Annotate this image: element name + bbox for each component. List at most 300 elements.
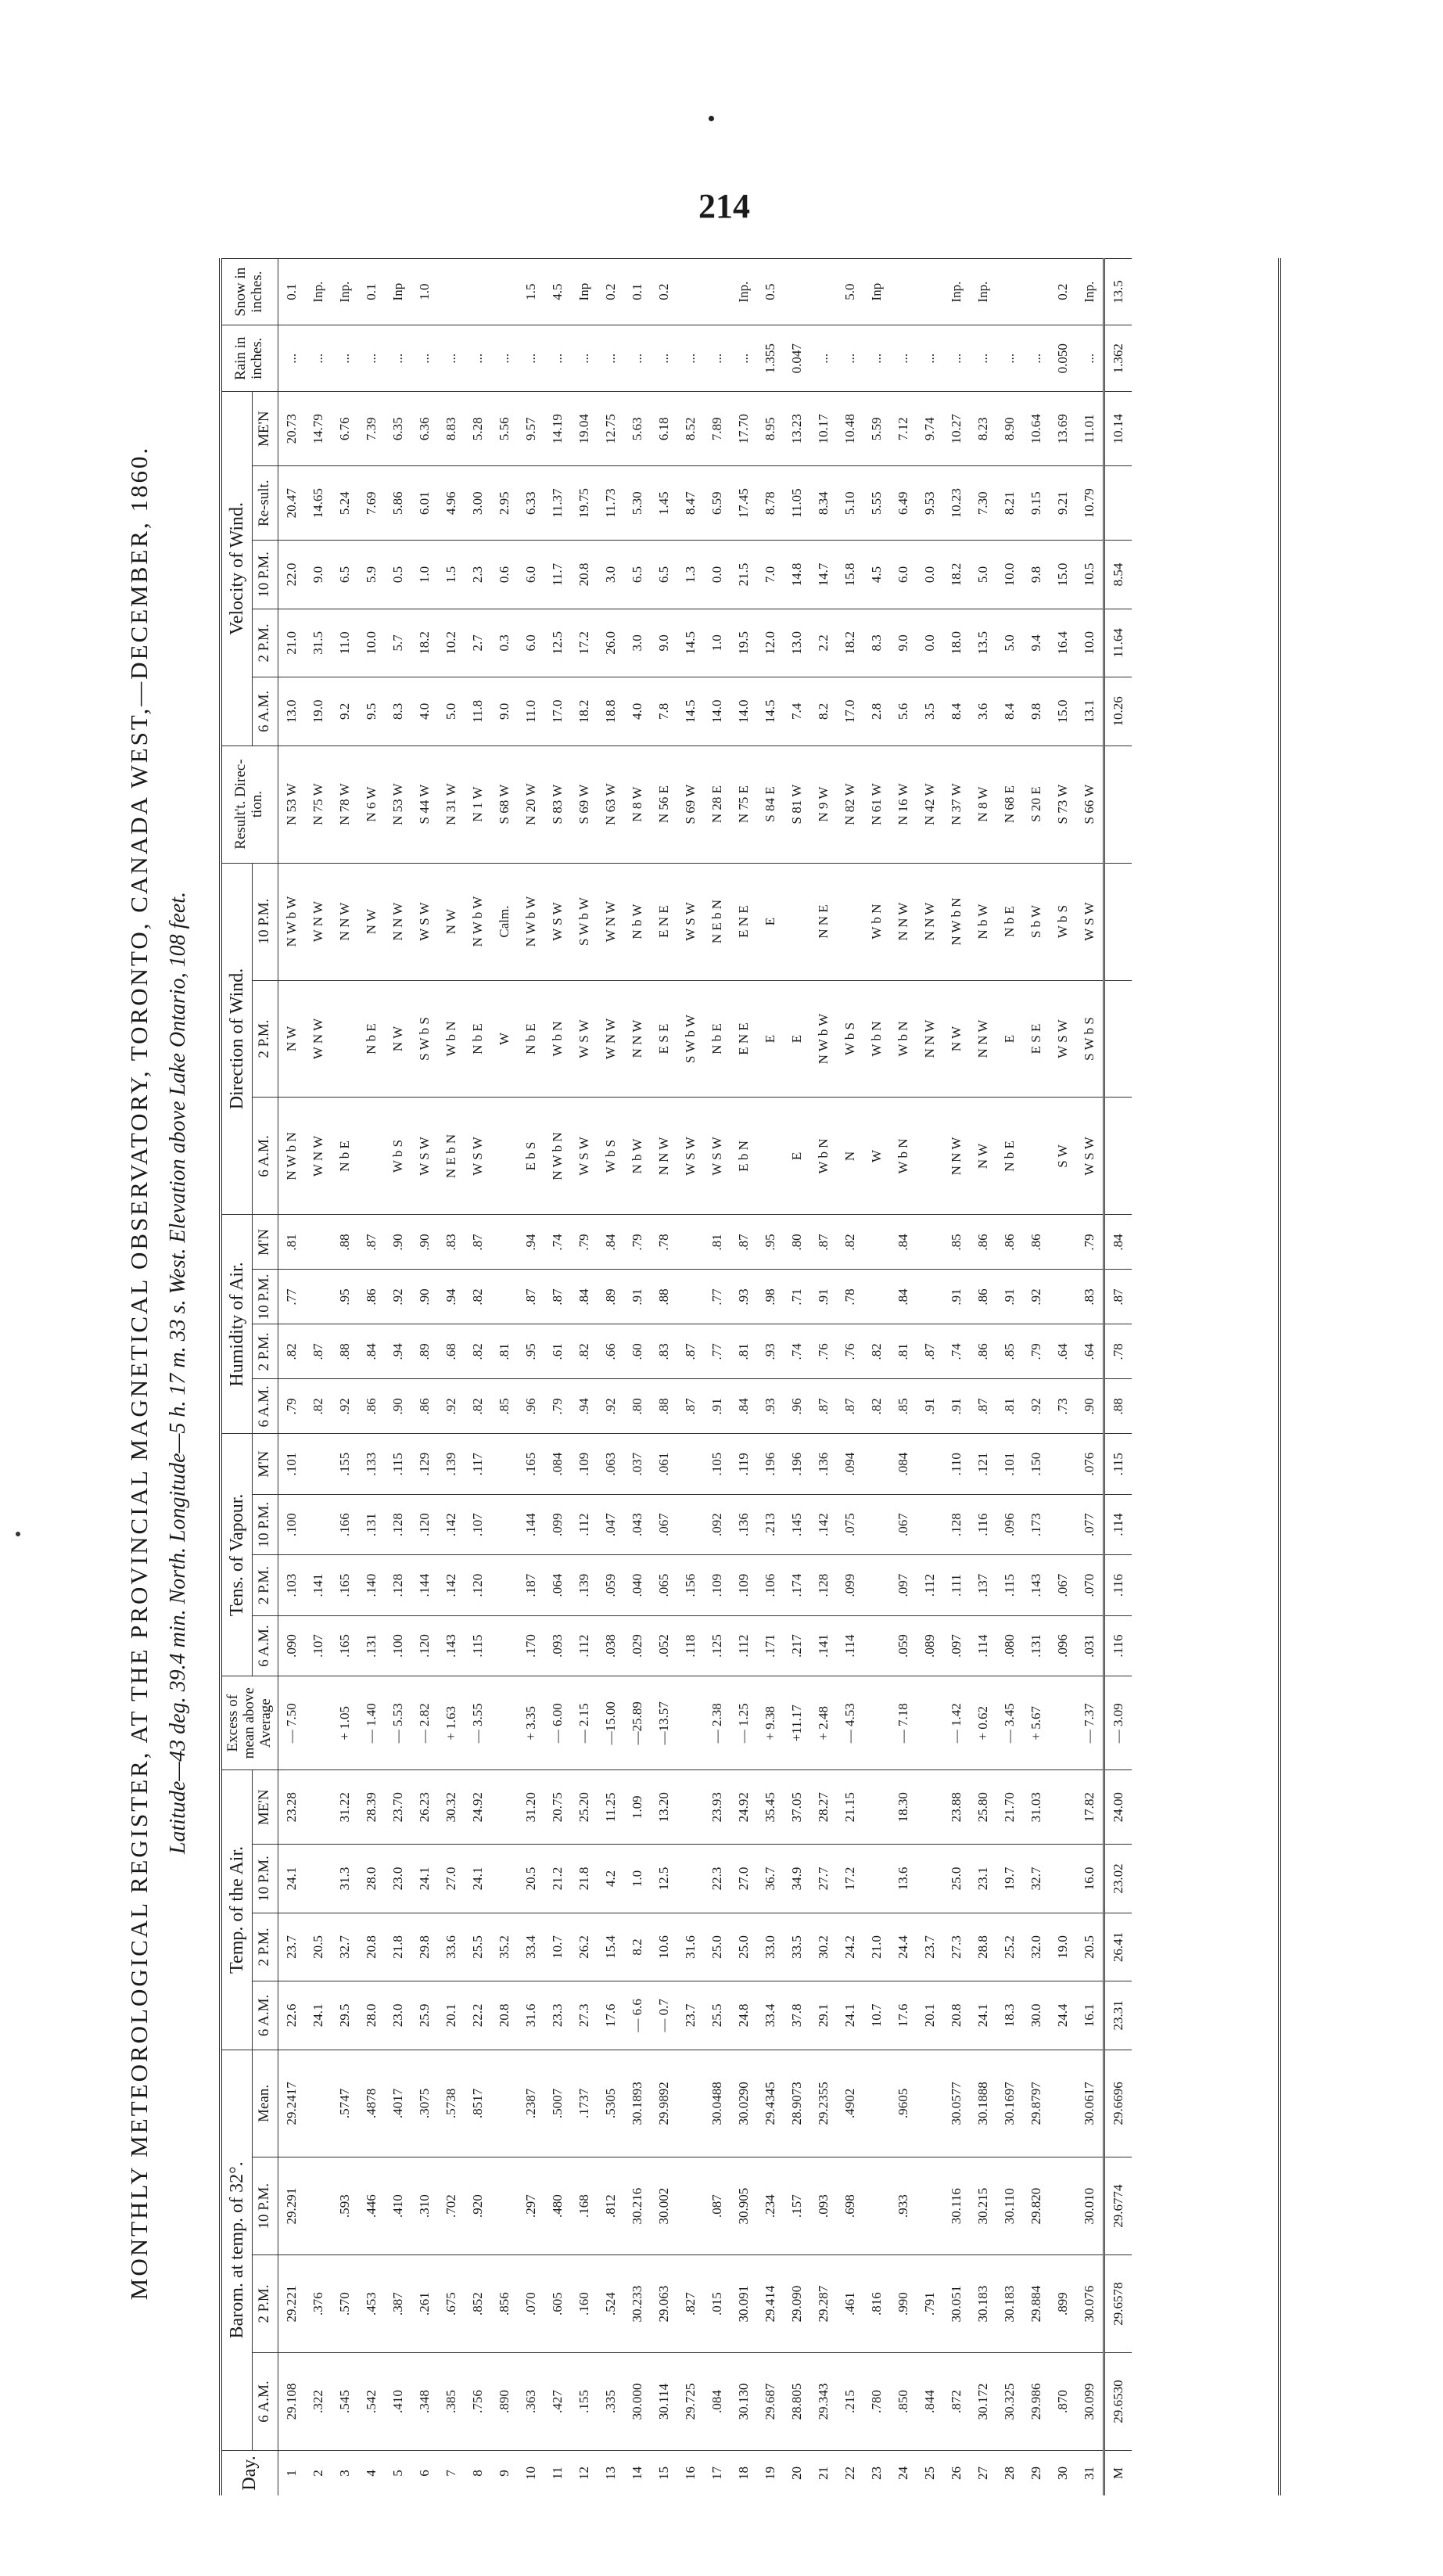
- header-temperature: Temp. of the Air.: [222, 1770, 252, 2050]
- table-cell: .81: [704, 1215, 730, 1270]
- table-cell: N b W: [624, 863, 651, 980]
- table-cell: 21.8: [571, 1845, 598, 1913]
- table-cell: .139: [571, 1555, 598, 1615]
- table-cell: .234: [757, 2157, 784, 2255]
- table-cell: N b E: [358, 980, 385, 1098]
- table-cell: 21.70: [996, 1770, 1023, 1845]
- table-cell: .097: [890, 1555, 917, 1615]
- table-cell: N b E: [704, 980, 730, 1098]
- table-cell: 5.59: [863, 392, 890, 466]
- table-cell: .385: [438, 2353, 465, 2451]
- table-cell: .322: [305, 2353, 332, 2451]
- table-cell: .136: [810, 1434, 837, 1495]
- table-cell: .82: [571, 1324, 598, 1379]
- table-cell: W S W: [544, 863, 571, 980]
- table-cell: [677, 259, 704, 325]
- table-cell: .196: [757, 1434, 784, 1495]
- table-cell: .68: [438, 1324, 465, 1379]
- table-cell: N W b N: [278, 1098, 305, 1215]
- sub-header: 2 P.M.: [252, 980, 278, 1098]
- table-cell: .5738: [438, 2050, 465, 2157]
- table-cell: .85: [890, 1379, 917, 1434]
- table-row: [278, 259, 305, 2496]
- table-cell: .82: [465, 1379, 491, 1434]
- table-cell: 29.725: [677, 2353, 704, 2451]
- table-cell: 18.2: [571, 677, 598, 745]
- table-cell: N 37 W: [943, 745, 970, 863]
- table-cell: 26: [943, 2451, 970, 2495]
- table-cell: .94: [571, 1379, 598, 1434]
- table-cell: W b N: [544, 980, 571, 1098]
- table-cell: 18.2: [837, 609, 863, 677]
- table-cell: 35.2: [491, 1913, 518, 1981]
- table-cell: 20.5: [1076, 1913, 1104, 1981]
- table-cell: 6.0: [518, 541, 544, 609]
- table-cell: 30.114: [651, 2353, 677, 2451]
- table-cell: .142: [438, 1494, 465, 1554]
- table-cell: .86: [1023, 1215, 1050, 1270]
- table-cell: 27.0: [438, 1845, 465, 1913]
- table-cell: 10.7: [863, 1981, 890, 2050]
- table-cell: 14.65: [305, 466, 332, 541]
- table-cell: N b W: [970, 863, 996, 980]
- table-cell: W S W: [704, 1098, 730, 1215]
- table-cell: .82: [305, 1379, 332, 1434]
- table-cell: 26.41: [1104, 1913, 1132, 1981]
- table-cell: [1050, 1215, 1076, 1270]
- table-cell: N N W: [890, 863, 917, 980]
- table-cell: 29.090: [784, 2255, 810, 2353]
- table-cell: 23.93: [704, 1770, 730, 1845]
- page-number: 214: [698, 187, 750, 225]
- register-table: [222, 258, 1132, 2495]
- table-cell: Inp: [571, 259, 598, 325]
- table-cell: .88: [651, 1270, 677, 1324]
- table-cell: 5.9: [358, 541, 385, 609]
- table-cell: .115: [996, 1555, 1023, 1615]
- table-cell: .64: [1076, 1324, 1104, 1379]
- table-cell: 29.063: [651, 2255, 677, 2353]
- table-cell: N N W: [332, 863, 358, 980]
- table-cell: .81: [278, 1215, 305, 1270]
- table-cell: 7.69: [358, 466, 385, 541]
- table-cell: [305, 1676, 332, 1770]
- table-cell: .029: [624, 1615, 651, 1676]
- table-cell: 9.0: [890, 609, 917, 677]
- table-cell: .920: [465, 2157, 491, 2255]
- table-row: [491, 259, 518, 2496]
- table-cell: 19.75: [571, 466, 598, 541]
- table-cell: 18.2: [943, 541, 970, 609]
- table-cell: 8.3: [385, 677, 411, 745]
- table-cell: [677, 1270, 704, 1324]
- table-cell: .86: [996, 1215, 1023, 1270]
- table-cell: 34.9: [784, 1845, 810, 1913]
- table-cell: .93: [757, 1379, 784, 1434]
- table-cell: 6.01: [411, 466, 438, 541]
- table-cell: .096: [996, 1494, 1023, 1554]
- table-cell: [1104, 1098, 1132, 1215]
- table-cell: .136: [730, 1494, 757, 1554]
- table-cell: [784, 863, 810, 980]
- table-cell: .82: [465, 1270, 491, 1324]
- table-cell: 6.59: [704, 466, 730, 541]
- table-cell: 23.3: [544, 1981, 571, 2050]
- table-cell: .95: [332, 1270, 358, 1324]
- table-row: [651, 259, 677, 2496]
- table-cell: 22.2: [465, 1981, 491, 2050]
- table-cell: 20.5: [518, 1845, 544, 1913]
- table-cell: 10.7: [544, 1913, 571, 1981]
- table-cell: 33.6: [438, 1913, 465, 1981]
- table-row: [1023, 259, 1050, 2496]
- table-cell: W b S: [385, 1098, 411, 1215]
- table-cell: [305, 1434, 332, 1495]
- table-cell: [917, 1770, 943, 1845]
- table-cell: 28.805: [784, 2353, 810, 2451]
- table-cell: N 20 W: [518, 745, 544, 863]
- table-cell: 28.0: [358, 1845, 385, 1913]
- table-cell: 24.1: [970, 1981, 996, 2050]
- table-cell: ...: [305, 325, 332, 392]
- table-cell: N 75 W: [305, 745, 332, 863]
- table-row: [784, 259, 810, 2496]
- table-cell: 4.2: [598, 1845, 624, 1913]
- rotated-register-page: [125, 250, 1298, 2495]
- table-cell: .87: [465, 1215, 491, 1270]
- table-cell: [491, 1215, 518, 1270]
- table-cell: 20.1: [917, 1981, 943, 2050]
- table-cell: [1023, 259, 1050, 325]
- table-cell: .88: [332, 1324, 358, 1379]
- table-cell: ...: [730, 325, 757, 392]
- table-cell: .087: [704, 2157, 730, 2255]
- table-cell: 11.73: [598, 466, 624, 541]
- table-cell: 9.0: [305, 541, 332, 609]
- table-cell: ...: [863, 325, 890, 392]
- table-cell: .106: [757, 1555, 784, 1615]
- table-cell: .128: [385, 1555, 411, 1615]
- table-cell: 1.0: [624, 1845, 651, 1913]
- table-cell: .107: [305, 1615, 332, 1676]
- table-cell: 29: [1023, 2451, 1050, 2495]
- table-cell: .9605: [890, 2050, 917, 2157]
- table-row: [544, 259, 571, 2496]
- table-cell: .410: [385, 2353, 411, 2451]
- table-cell: —15.00: [598, 1676, 624, 1770]
- table-cell: E: [996, 980, 1023, 1098]
- table-cell: .92: [1023, 1379, 1050, 1434]
- table-cell: .83: [1076, 1270, 1104, 1324]
- table-cell: 15.0: [1050, 677, 1076, 745]
- table-cell: ...: [598, 325, 624, 392]
- table-cell: .4878: [358, 2050, 385, 2157]
- table-cell: 25.0: [704, 1913, 730, 1981]
- table-cell: 22.6: [278, 1981, 305, 2050]
- table-cell: [863, 1270, 890, 1324]
- table-cell: .94: [438, 1270, 465, 1324]
- table-cell: .100: [278, 1494, 305, 1554]
- table-cell: E: [757, 863, 784, 980]
- table-row: [624, 259, 651, 2496]
- table-cell: [491, 1494, 518, 1554]
- table-cell: .101: [278, 1434, 305, 1495]
- table-cell: 6.36: [411, 392, 438, 466]
- table-cell: W S W: [1050, 980, 1076, 1098]
- table-cell: 20.1: [438, 1981, 465, 2050]
- table-cell: .037: [624, 1434, 651, 1495]
- table-cell: 32.0: [1023, 1913, 1050, 1981]
- table-cell: 9.74: [917, 392, 943, 466]
- table-cell: 11.0: [518, 677, 544, 745]
- table-cell: .86: [411, 1379, 438, 1434]
- table-cell: 24.1: [305, 1981, 332, 2050]
- table-cell: [917, 1098, 943, 1215]
- table-cell: [863, 1845, 890, 1913]
- table-cell: .90: [411, 1215, 438, 1270]
- table-cell: 23.28: [278, 1770, 305, 1845]
- table-cell: [491, 2157, 518, 2255]
- table-cell: .92: [1023, 1270, 1050, 1324]
- table-cell: .5747: [332, 2050, 358, 2157]
- table-cell: 0.5: [385, 541, 411, 609]
- table-cell: [491, 1770, 518, 1845]
- table-cell: .114: [1104, 1494, 1132, 1554]
- table-cell: 14.7: [810, 541, 837, 609]
- table-cell: .90: [1076, 1379, 1104, 1434]
- table-cell: .059: [598, 1555, 624, 1615]
- table-cell: [677, 2050, 704, 2157]
- table-cell: .76: [837, 1324, 863, 1379]
- table-cell: 8.90: [996, 392, 1023, 466]
- table-cell: .95: [757, 1215, 784, 1270]
- table-cell: .78: [837, 1270, 863, 1324]
- table-cell: 30.091: [730, 2255, 757, 2353]
- table-cell: 6.5: [624, 541, 651, 609]
- table-cell: [305, 2050, 332, 2157]
- table-cell: .990: [890, 2255, 917, 2353]
- table-cell: .83: [438, 1215, 465, 1270]
- table-cell: 8.2: [810, 677, 837, 745]
- table-cell: 29.986: [1023, 2353, 1050, 2451]
- table-cell: N b E: [996, 1098, 1023, 1215]
- table-cell: .5007: [544, 2050, 571, 2157]
- table-cell: [1104, 980, 1132, 1098]
- table-cell: S 20 E: [1023, 745, 1050, 863]
- table-cell: .87: [358, 1215, 385, 1270]
- table-cell: .90: [411, 1270, 438, 1324]
- table-cell: 3.0: [624, 609, 651, 677]
- table-cell: 0.0: [917, 541, 943, 609]
- table-cell: 24.92: [730, 1770, 757, 1845]
- table-cell: ...: [518, 325, 544, 392]
- table-cell: [677, 1494, 704, 1554]
- table-cell: .089: [917, 1615, 943, 1676]
- table-cell: 22.3: [704, 1845, 730, 1913]
- header-snow: Snow in inches.: [222, 259, 278, 325]
- table-cell: — 1.42: [943, 1676, 970, 1770]
- table-cell: N W b N: [544, 1098, 571, 1215]
- header-humidity: Humidity of Air.: [222, 1215, 252, 1434]
- table-cell: .90: [385, 1379, 411, 1434]
- table-cell: .85: [996, 1324, 1023, 1379]
- table-cell: 1.362: [1104, 325, 1132, 392]
- table-cell: .376: [305, 2255, 332, 2353]
- table-cell: .88: [651, 1379, 677, 1434]
- table-cell: 2.7: [465, 609, 491, 677]
- table-cell: N b W: [624, 1098, 651, 1215]
- table-row: [598, 259, 624, 2496]
- table-cell: .114: [837, 1615, 863, 1676]
- table-cell: .160: [571, 2255, 598, 2353]
- table-cell: 24.4: [890, 1913, 917, 1981]
- table-cell: 29.343: [810, 2353, 837, 2451]
- table-cell: ...: [917, 325, 943, 392]
- table-cell: 30.325: [996, 2353, 1023, 2451]
- table-cell: 19.0: [1050, 1913, 1076, 1981]
- table-cell: .82: [837, 1215, 863, 1270]
- table-cell: [837, 863, 863, 980]
- table-cell: S 84 E: [757, 745, 784, 863]
- table-cell: .107: [465, 1494, 491, 1554]
- table-cell: [438, 259, 465, 325]
- table-row: [518, 259, 544, 2496]
- table-cell: 31: [1076, 2451, 1104, 2495]
- table-cell: 11.25: [598, 1770, 624, 1845]
- table-cell: 29.221: [278, 2255, 305, 2353]
- table-cell: 5.28: [465, 392, 491, 466]
- table-cell: 0.0: [917, 609, 943, 677]
- table-cell: N N W: [917, 863, 943, 980]
- table-cell: .76: [810, 1324, 837, 1379]
- table-cell: 31.22: [332, 1770, 358, 1845]
- table-cell: 30.0617: [1076, 2050, 1104, 2157]
- table-cell: 30.0577: [943, 2050, 970, 2157]
- sub-header: Re-sult.: [252, 466, 278, 541]
- table-cell: .093: [810, 2157, 837, 2255]
- table-cell: .87: [544, 1270, 571, 1324]
- sub-header: 2 P.M.: [252, 609, 278, 677]
- table-cell: 7: [438, 2451, 465, 2495]
- table-cell: [917, 1676, 943, 1770]
- table-cell: ...: [332, 325, 358, 392]
- table-cell: 21.5: [730, 541, 757, 609]
- table-cell: 0.5: [757, 259, 784, 325]
- table-cell: 5.0: [996, 609, 1023, 677]
- table-cell: 28.8: [970, 1913, 996, 1981]
- table-cell: [305, 2157, 332, 2255]
- table-cell: 14.8: [784, 541, 810, 609]
- table-cell: 14: [624, 2451, 651, 2495]
- table-cell: 5.86: [385, 466, 411, 541]
- table-cell: .094: [837, 1434, 863, 1495]
- table-cell: 29.687: [757, 2353, 784, 2451]
- table-cell: ...: [624, 325, 651, 392]
- table-cell: 7.39: [358, 392, 385, 466]
- table-cell: .93: [730, 1270, 757, 1324]
- table-cell: [863, 2157, 890, 2255]
- table-cell: 36.7: [757, 1845, 784, 1913]
- table-cell: — 6.00: [544, 1676, 571, 1770]
- table-row: [571, 259, 598, 2496]
- table-cell: 16.0: [1076, 1845, 1104, 1913]
- table-cell: 19.7: [996, 1845, 1023, 1913]
- table-cell: .015: [704, 2255, 730, 2353]
- table-cell: 10.0: [1076, 609, 1104, 677]
- table-cell: — 2.38: [704, 1676, 730, 1770]
- table-cell: .84: [358, 1324, 385, 1379]
- table-cell: .145: [784, 1494, 810, 1554]
- table-cell: E: [784, 1098, 810, 1215]
- table-cell: .87: [1104, 1270, 1132, 1324]
- table-cell: .131: [358, 1615, 385, 1676]
- table-cell: 14.79: [305, 392, 332, 466]
- table-cell: Inp: [385, 259, 411, 325]
- table-cell: N N W: [970, 980, 996, 1098]
- table-cell: .850: [890, 2353, 917, 2451]
- table-cell: 22: [837, 2451, 863, 2495]
- table-cell: 20.75: [544, 1770, 571, 1845]
- table-cell: 23.02: [1104, 1845, 1132, 1913]
- table-cell: .71: [784, 1270, 810, 1324]
- table-row: [1076, 259, 1104, 2496]
- sub-header: Mean.: [252, 2050, 278, 2157]
- table-cell: 13.23: [784, 392, 810, 466]
- table-cell: 30.172: [970, 2353, 996, 2451]
- table-cell: 23.7: [278, 1913, 305, 1981]
- table-cell: 20.8: [943, 1981, 970, 2050]
- table-cell: ...: [704, 325, 730, 392]
- table-cell: .87: [837, 1379, 863, 1434]
- table-cell: .133: [358, 1434, 385, 1495]
- table-cell: .96: [784, 1379, 810, 1434]
- table-cell: [1050, 1676, 1076, 1770]
- table-cell: .043: [624, 1494, 651, 1554]
- sub-header: 2 P.M.: [252, 1555, 278, 1615]
- table-cell: 18.0: [943, 609, 970, 677]
- table-cell: S b W: [1023, 863, 1050, 980]
- table-cell: [305, 1215, 332, 1270]
- table-cell: .111: [943, 1555, 970, 1615]
- table-cell: .090: [278, 1615, 305, 1676]
- table-cell: 10: [518, 2451, 544, 2495]
- table-cell: .91: [943, 1270, 970, 1324]
- table-cell: 32.7: [332, 1913, 358, 1981]
- sub-header: 6 A.M.: [252, 1981, 278, 2050]
- table-cell: N W b W: [278, 863, 305, 980]
- table-cell: 28.27: [810, 1770, 837, 1845]
- table-cell: [332, 980, 358, 1098]
- table-cell: N 53 W: [278, 745, 305, 863]
- table-cell: N W: [358, 863, 385, 980]
- table-cell: [1050, 1434, 1076, 1495]
- table-cell: 21.8: [385, 1913, 411, 1981]
- table-cell: 10.5: [1076, 541, 1104, 609]
- table-cell: .4902: [837, 2050, 863, 2157]
- table-cell: —25.89: [624, 1676, 651, 1770]
- table-cell: Inp.: [943, 259, 970, 325]
- table-cell: W S W: [677, 863, 704, 980]
- table-cell: 18: [730, 2451, 757, 2495]
- table-cell: .076: [1076, 1434, 1104, 1495]
- table-cell: .103: [278, 1555, 305, 1615]
- table-cell: 19.0: [305, 677, 332, 745]
- table-cell: .870: [1050, 2353, 1076, 2451]
- table-cell: 11.8: [465, 677, 491, 745]
- table-cell: .698: [837, 2157, 863, 2255]
- table-cell: S W b W: [571, 863, 598, 980]
- table-cell: .98: [757, 1270, 784, 1324]
